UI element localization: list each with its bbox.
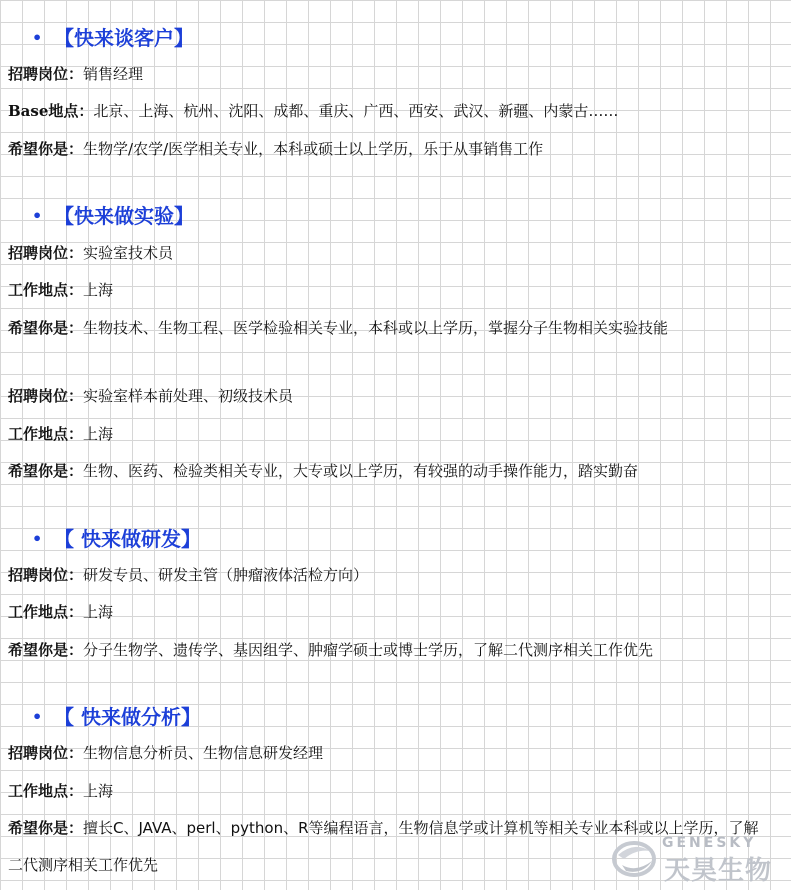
row-position: 招聘岗位：研发专员、研发主管（肿瘤液体活检方向） xyxy=(8,566,369,584)
section-heading-analysis xyxy=(32,705,201,729)
row-requirements: 希望你是：生物技术、生物工程、医学检验相关专业，本科或以上学历，掌握分子生物相关实验技能 xyxy=(8,319,669,337)
row-location: 工作地点：上海 xyxy=(8,782,114,800)
section-title: 【 快来做研发】 xyxy=(54,527,201,551)
bullet-icon: • xyxy=(32,28,43,47)
row-location: Base地点：北京、上海、杭州、沈阳、成都、重庆、广西、西安、武汉、新疆、内蒙古…… xyxy=(8,102,619,120)
logo-text-en: GENESKY xyxy=(662,835,757,851)
section-heading-sales xyxy=(32,26,194,50)
bullet-icon: • xyxy=(32,206,43,225)
section-title: 【快来谈客户】 xyxy=(54,26,194,50)
section-title: 【快来做实验】 xyxy=(54,204,194,228)
genesky-logo-icon xyxy=(612,835,656,879)
row-requirements: 希望你是：擅长C、JAVA、perl、python、R等编程语言，生物信息学或计算机等相关专业本科或以上学历，了解二代测序相关工作优先 xyxy=(8,819,759,874)
row-position: 招聘岗位：销售经理 xyxy=(8,65,144,83)
row-location: 工作地点：上海 xyxy=(8,425,114,443)
logo-text-zh: 天昊生物 xyxy=(664,856,773,886)
bullet-icon: • xyxy=(32,707,43,726)
row-location: 工作地点：上海 xyxy=(8,603,114,621)
row-position: 招聘岗位：生物信息分析员、生物信息研发经理 xyxy=(8,744,324,762)
row-position: 招聘岗位：实验室技术员 xyxy=(8,244,174,262)
section-heading-rnd xyxy=(32,527,201,551)
row-requirements: 希望你是：生物、医药、检验类相关专业，大专或以上学历，有较强的动手操作能力，踏实勤奋 xyxy=(8,462,639,480)
row-requirements: 希望你是：生物学/农学/医学相关专业，本科或硕士以上学历，乐于从事销售工作 xyxy=(8,140,544,158)
section-heading-lab xyxy=(32,204,194,228)
row-position: 招聘岗位：实验室样本前处理、初级技术员 xyxy=(8,387,294,405)
genesky-logo xyxy=(612,833,784,885)
row-location: 工作地点：上海 xyxy=(8,281,114,299)
section-title: 【 快来做分析】 xyxy=(54,705,201,729)
row-requirements: 希望你是：分子生物学、遗传学、基因组学、肿瘤学硕士或博士学历，了解二代测序相关工作优先 xyxy=(8,641,654,659)
bullet-icon: • xyxy=(32,529,43,548)
